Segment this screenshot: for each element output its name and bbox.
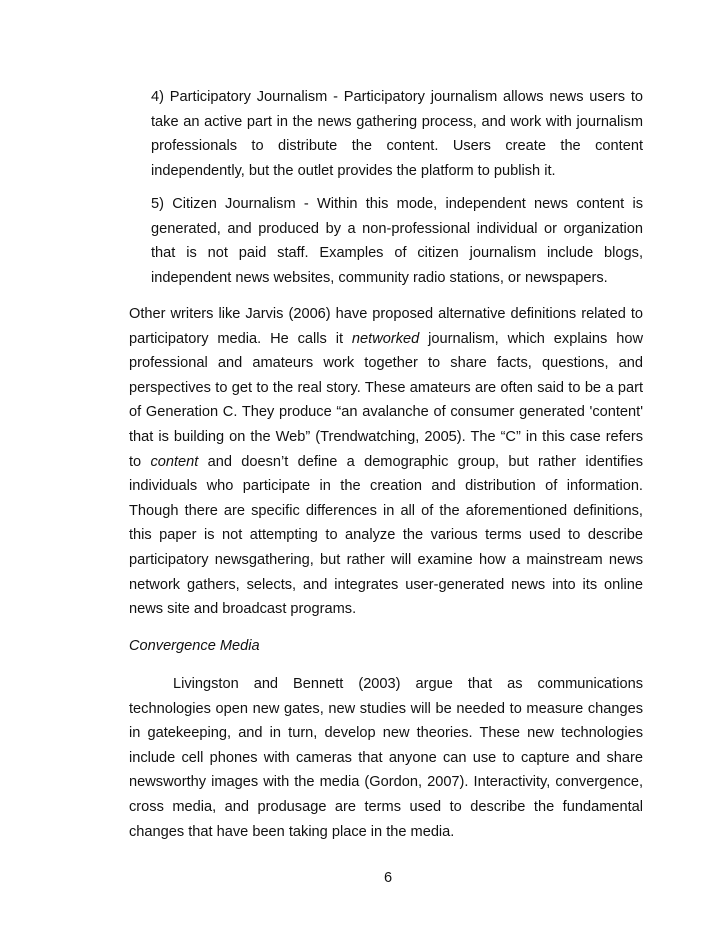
jarvis-paragraph-text-3: and doesn’t define a demographic group, but rather identifies individuals who participate in the creation and distribution of information. Though there are specific differences in all of the aforementioned definitions, this paper is not attempting to analyze the various terms used to describe participatory newsgathering, but rather will examine how a mainstream news network gathers, selects, and integrates user-generated news into its online news site and broadcast programs. [129,453,643,618]
jarvis-paragraph-text-2: journalism, which explains how professional and amateurs work together to share facts, questions, and perspectives to get to the real story. These amateurs are often said to be a part of Generation C. They produce “an avalanche of consumer generated 'content' that is building on the Web” (Trendwatching, 2005). The “C” in this case refers to [129,330,644,470]
emphasis-content: content [150,453,199,470]
convergence-paragraph: Livingston and Bennett (2003) argue that as communications technologies open new gates, new studies will be needed to measure changes in gatekeeping, and in turn, develop new theories. These new technologies include cell phones with cameras that anyone can use to capture and share newsworthy images with the media (Gordon, 2007). Interactivity, convergence, cross media, and produsage are terms used to describe the fundamental changes that have been taking place in the media. [129,676,643,840]
section-heading: Convergence Media [129,638,260,654]
list-item-citizen-journalism: 5) Citizen Journalism - Within this mode, independent news content is generated, and produced by a non-professional individual or organization that is not paid staff. Examples of citizen journalism include blogs, independent news websites, community radio stations, or newspapers. [151,196,643,286]
jarvis-paragraph-text-1: Other writers like Jarvis (2006) have proposed alternative definitions related to participatory media. He calls it [129,306,643,347]
jarvis-paragraph [129,302,643,622]
emphasis-networked: networked [351,330,420,347]
list-item-participatory-journalism: 4) Participatory Journalism - Participatory journalism allows news users to take an active part in the news gathering process, and work with journalism professionals to distribute the content. Users create the content independently, but the outlet provides the platform to publish it. [151,89,643,179]
page-number: 6 [383,870,393,886]
